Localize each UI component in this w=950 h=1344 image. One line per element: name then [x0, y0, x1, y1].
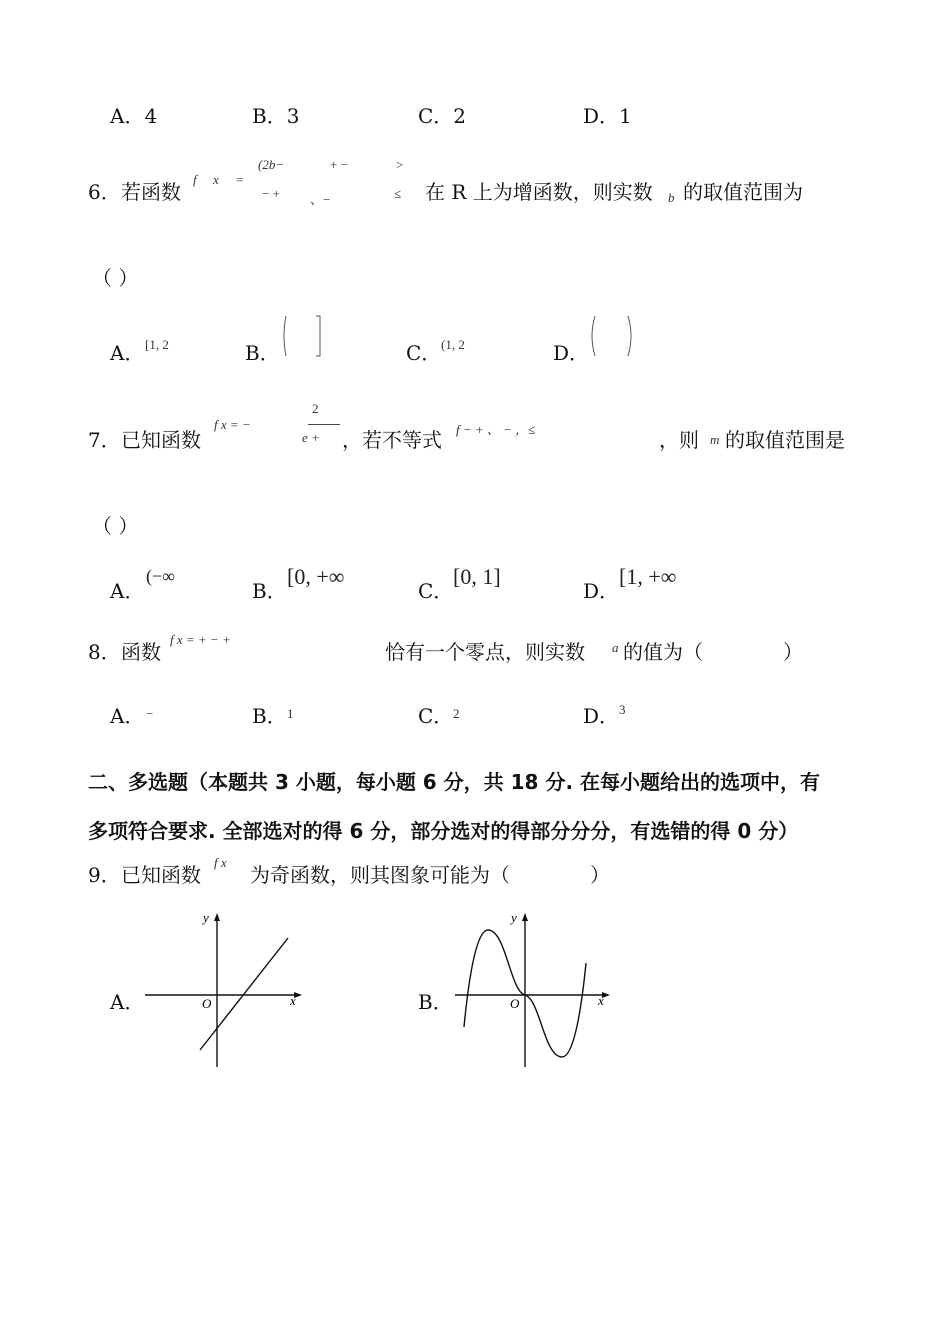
q7-var-m: m — [710, 432, 720, 447]
q9-graph-b — [450, 905, 625, 1070]
q8-option-b-label: B． — [252, 704, 287, 728]
q7-inequality: f − + 、 − ，≤ — [456, 422, 536, 437]
q6-func-name: f — [193, 172, 197, 187]
q6-func-var: x — [213, 172, 219, 187]
q6-text-before: 若函数 — [121, 180, 181, 204]
section2-heading-line1: 二、多选题（本题共 3 小题，每小题 6 分，共 18 分. 在每小题给出的选项中，有 — [88, 770, 821, 794]
q7-text-before: 已知函数 — [121, 428, 201, 452]
q6-pw-row2c: ≤ — [394, 186, 402, 201]
section2-heading-line2: 多项符合要求. 全部选对的得 6 分，部分选对的得部分分分，有选错的得 0 分） — [88, 819, 799, 843]
q7-option-b-expr: [0, +∞ — [287, 564, 345, 589]
q8-option-a-expr: − — [146, 706, 154, 721]
q9-graph-a-y-label: y — [203, 910, 209, 925]
q8-text-after: 恰有一个零点，则实数 — [385, 640, 585, 664]
q7-func-lhs: f x = − — [214, 417, 251, 432]
q7-text-after: ，则 — [659, 428, 699, 452]
q6-option-c-label: C． — [406, 341, 442, 365]
q5-option-c: C．2 — [418, 104, 467, 128]
q6-text-after: 在 R 上为增函数，则实数 — [425, 180, 653, 204]
q9-graph-b-origin-label: O — [510, 996, 520, 1011]
q6-pw-row1: (2b− — [258, 157, 285, 172]
q5-option-a: A．4 — [110, 104, 158, 128]
q6-option-b-label: B． — [245, 341, 280, 365]
q9-graph-b-y-label: y — [511, 910, 517, 925]
q6-option-d-parens — [588, 314, 636, 358]
q6-pw-row2: − + — [262, 186, 280, 201]
q6-pw-row1b: + − — [330, 157, 348, 172]
q7-option-c-expr: [0, 1] — [453, 564, 501, 589]
q7-paren: （ ） — [92, 514, 139, 538]
q6-eq: = — [236, 172, 244, 187]
q8-option-c-expr: 2 — [453, 706, 460, 721]
q7-option-a-expr: (−∞ — [146, 566, 175, 586]
q7-fraction-bar — [308, 424, 340, 425]
q6-option-d-label: D． — [553, 341, 590, 365]
q6-text-end: 的取值范围为 — [683, 180, 803, 204]
q6-option-a-label: A． — [110, 341, 145, 365]
q8-option-b-expr: 1 — [287, 706, 294, 721]
q6-paren: （ ） — [92, 266, 139, 290]
q7-func-num: 2 — [312, 401, 319, 416]
q7-option-c-label: C． — [418, 579, 454, 603]
q7-text-mid: ，若不等式 — [342, 428, 442, 452]
q9-graph-b-x-label: x — [598, 993, 604, 1008]
q7-option-a-label: A． — [110, 579, 145, 603]
q9-text-after: 为奇函数，则其图象可能为（ ） — [250, 863, 610, 887]
q7-option-b-label: B． — [252, 579, 287, 603]
q7-number: 7． — [88, 428, 121, 452]
q7-option-d-label: D． — [583, 579, 620, 603]
q8-text-end: 的值为（ ） — [623, 640, 803, 664]
q8-option-d-label: D． — [583, 704, 620, 728]
q9-text-before: 已知函数 — [121, 863, 201, 887]
q8-option-d-expr: 3 — [619, 702, 626, 717]
q6-pw-row2b: 、− — [310, 192, 331, 207]
q7-option-d-expr: [1, +∞ — [619, 564, 677, 589]
q5-option-d: D．1 — [583, 104, 632, 128]
q8-func-expr: f x = + − + — [170, 632, 231, 647]
q8-option-a-label: A． — [110, 704, 145, 728]
q9-graph-a-origin-label: O — [202, 996, 212, 1011]
q6-option-a-expr: [1, 2 — [145, 337, 169, 352]
q6-pw-row1c: > — [396, 157, 404, 172]
q9-option-b-label: B． — [418, 990, 453, 1014]
q6-option-b-brackets — [280, 314, 326, 358]
q5-option-b: B．3 — [252, 104, 300, 128]
q9-func: f x — [214, 855, 227, 870]
q9-option-a-label: A． — [110, 990, 145, 1014]
q6-option-c-expr: (1, 2 — [441, 337, 465, 352]
q8-text-before: 函数 — [121, 640, 161, 664]
q9-number: 9． — [88, 863, 121, 887]
q9-graph-a — [140, 905, 315, 1070]
q9-graph-a-x-label: x — [290, 993, 296, 1008]
q8-var-a: a — [612, 640, 619, 655]
q7-func-den: e + — [302, 430, 320, 445]
q8-number: 8． — [88, 640, 121, 664]
q7-text-end: 的取值范围是 — [725, 428, 845, 452]
q6-number: 6． — [88, 180, 121, 204]
q8-option-c-label: C． — [418, 704, 454, 728]
q6-var-b: b — [668, 190, 675, 205]
